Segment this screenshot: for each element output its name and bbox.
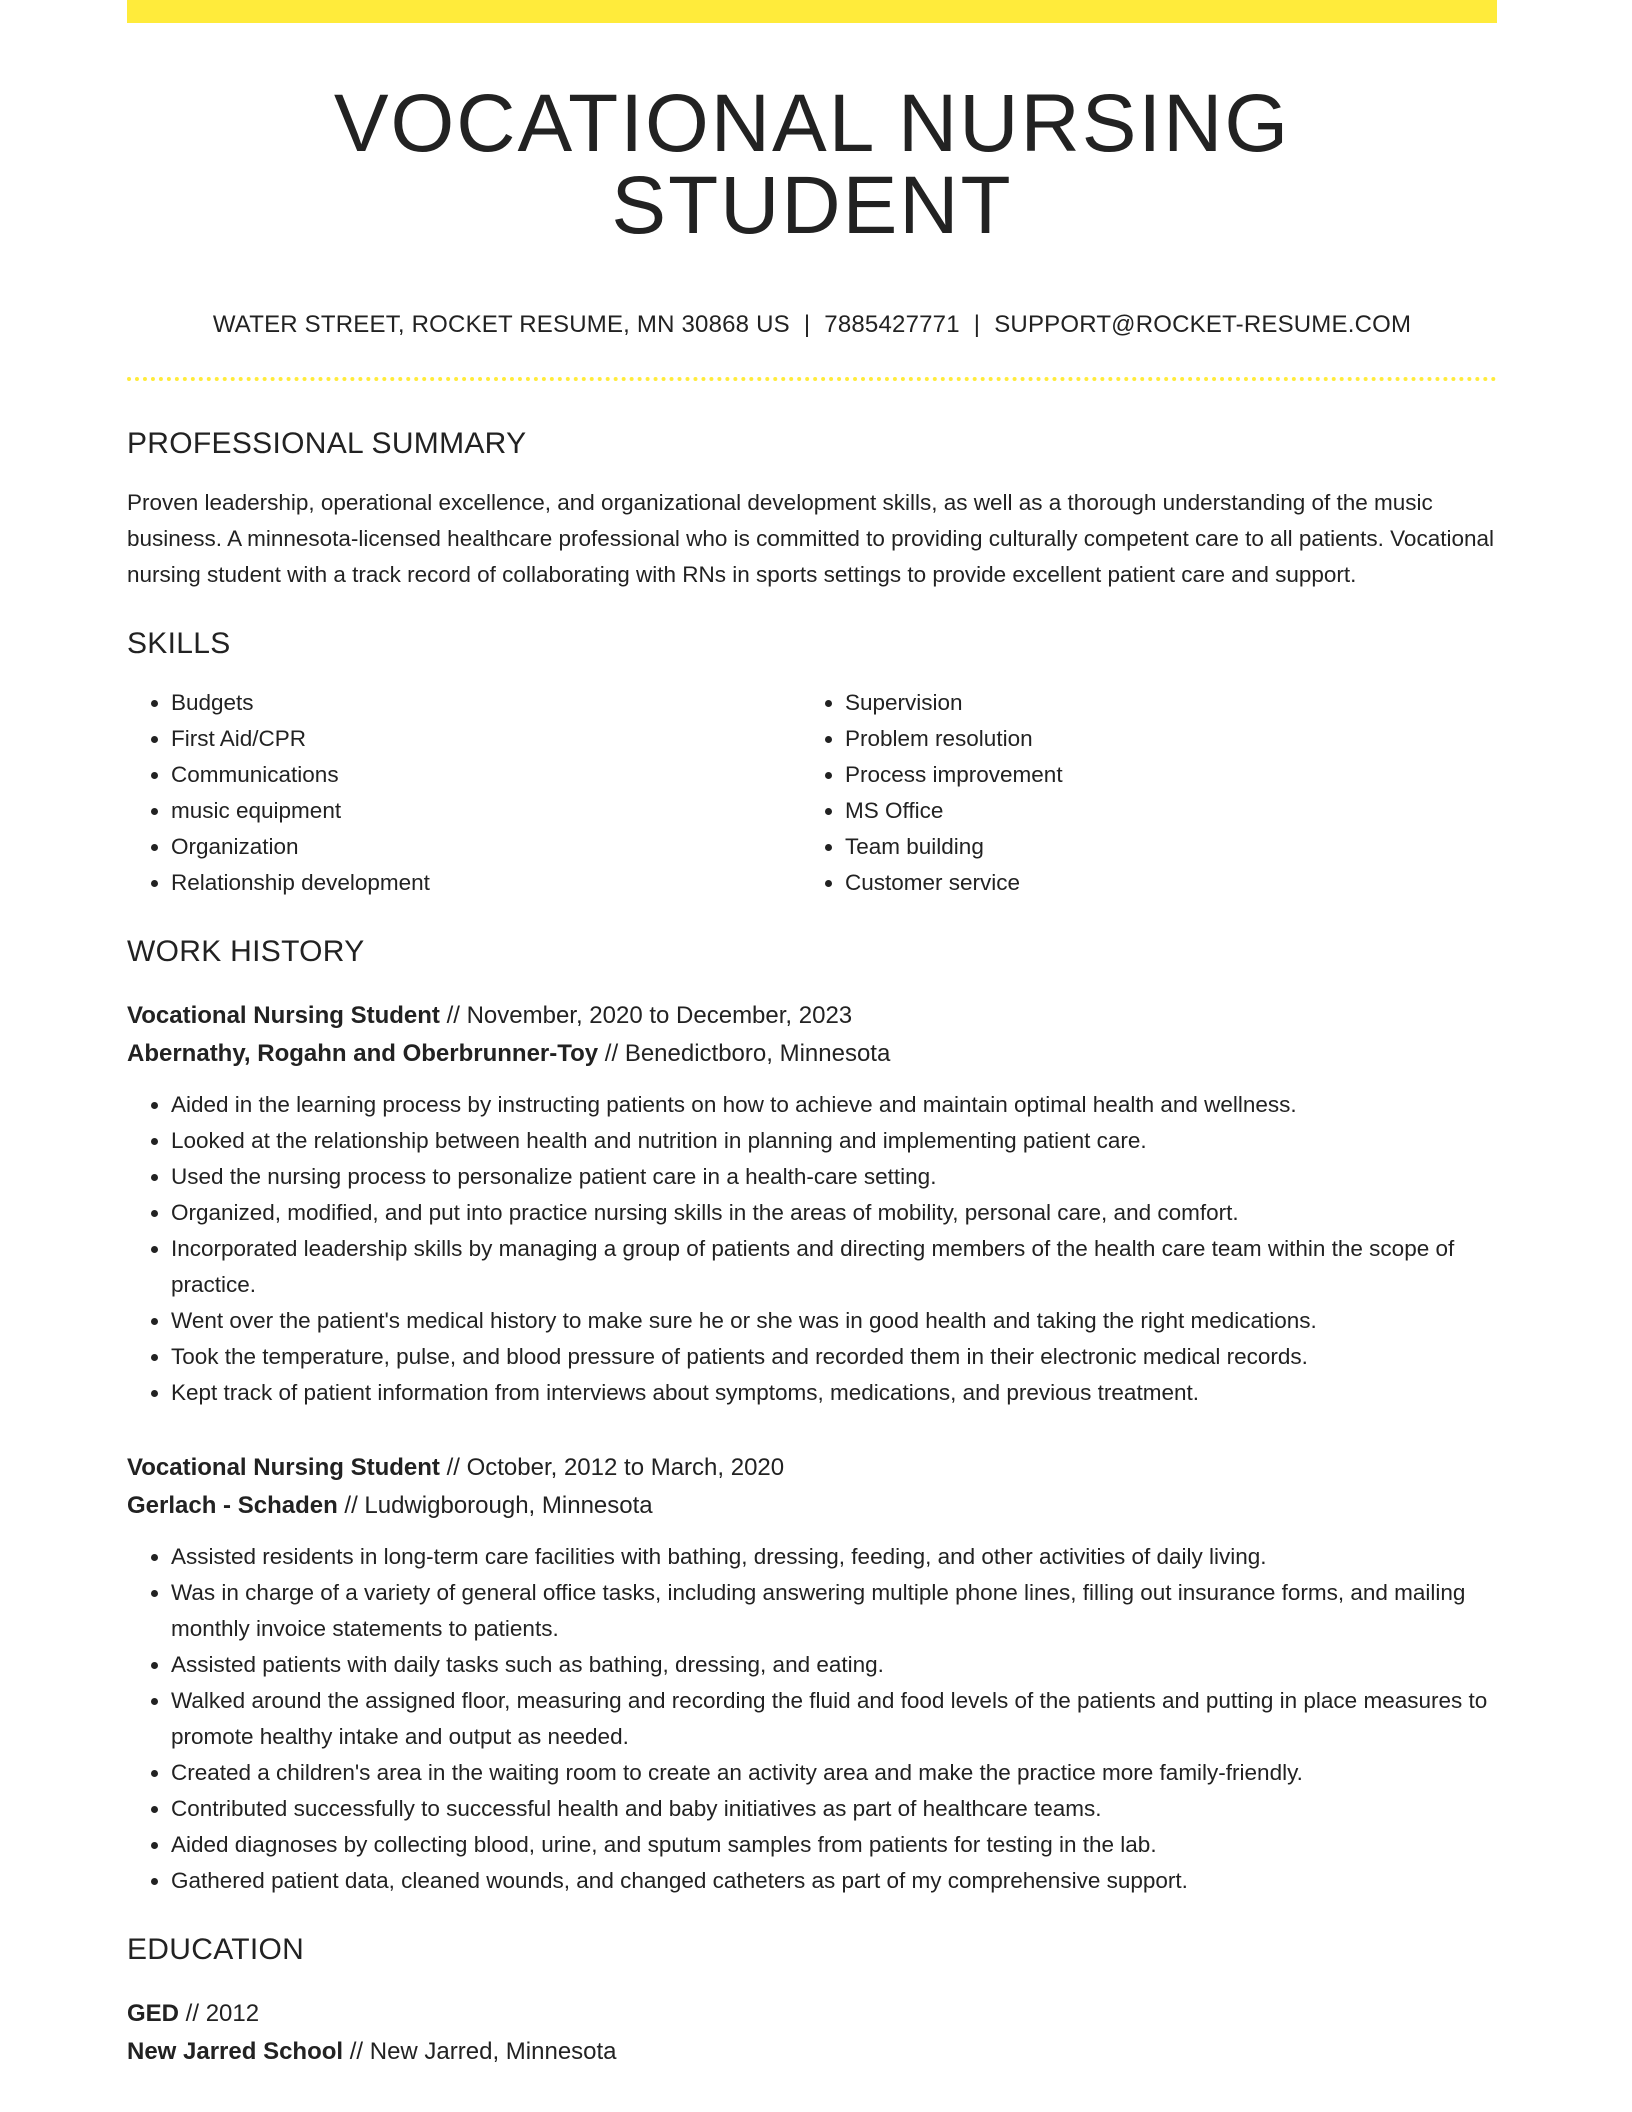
skills-list-left	[127, 685, 801, 901]
job-bullet: • Took the temperature, pulse, and blood pressure of patients and recorded them in their electronic medical records.	[171, 1339, 1497, 1375]
job-location: // Ludwigborough, Minnesota	[337, 1492, 653, 1519]
job-company: Gerlach - Schaden	[127, 1492, 338, 1519]
education-location: // New Jarred, Minnesota	[343, 2038, 617, 2065]
header-divider	[127, 377, 1497, 381]
job-bullet: • Looked at the relationship between health and nutrition in planning and implementing patient care.	[171, 1123, 1497, 1159]
job-bullet: • Used the nursing process to personalize patient care in a health-care setting.	[171, 1159, 1497, 1195]
skills-list-right	[801, 685, 1475, 901]
job-bullet: • Kept track of patient information from interviews about symptoms, medications, and previous treatment.	[171, 1375, 1497, 1411]
job-bullet: • Assisted residents in long-term care facilities with bathing, dressing, feeding, and other activities of daily living.	[171, 1539, 1497, 1575]
skills-heading: SKILLS	[127, 627, 231, 660]
education-degree: GED	[127, 2000, 180, 2027]
job-company-line	[127, 1035, 1497, 1073]
skill-item: • First Aid/CPR	[171, 721, 801, 757]
job-title-line	[127, 1449, 1497, 1487]
education-school: New Jarred School	[127, 2038, 344, 2065]
job-location: // Benedictboro, Minnesota	[598, 1040, 891, 1067]
job-bullet: • Assisted patients with daily tasks such as bathing, dressing, and eating.	[171, 1647, 1497, 1683]
contact-address: WATER STREET, ROCKET RESUME, MN 30868 US	[212, 311, 790, 338]
job-bullet: • Aided diagnoses by collecting blood, urine, and sputum samples from patients for testing in the lab.	[171, 1827, 1497, 1863]
education-entry	[127, 1995, 1497, 2071]
education-heading: EDUCATION	[127, 1933, 305, 1966]
job-bullet: • Created a children's area in the waiting room to create an activity area and make the practice more family-friendly.	[171, 1755, 1497, 1791]
skill-item: • Process improvement	[845, 757, 1475, 793]
skill-item: • Customer service	[845, 865, 1475, 901]
job-bullet: • Aided in the learning process by instructing patients on how to achieve and maintain optimal health and wellness.	[171, 1087, 1497, 1123]
job-dates: // October, 2012 to March, 2020	[439, 1454, 785, 1481]
skill-item: • music equipment	[171, 793, 801, 829]
contact-separator: |	[973, 311, 981, 338]
summary-heading: PROFESSIONAL SUMMARY	[127, 427, 527, 460]
education-degree-line	[127, 1995, 1497, 2033]
skill-item: • Organization	[171, 829, 801, 865]
contact-email: SUPPORT@ROCKET-RESUME.COM	[994, 311, 1412, 338]
job-role: Vocational Nursing Student	[127, 1002, 440, 1029]
skill-item: • Team building	[845, 829, 1475, 865]
skill-item: • MS Office	[845, 793, 1475, 829]
resume-page	[127, 0, 1497, 2071]
job-bullet: • Incorporated leadership skills by managing a group of patients and directing members of the health care team within the scope of practice.	[171, 1231, 1497, 1303]
skills-columns	[127, 685, 1497, 901]
contact-separator: |	[803, 311, 811, 338]
summary-text: Proven leadership, operational excellence, and organizational development skills, as well as a thorough understanding of the music business. A minnesota-licensed healthcare professional who is committed to providing culturally competent care to all patients. Vocational nursing student with a track record of collaborating with RNs in sports settings to provide excellent patient care and support.	[127, 490, 1494, 587]
job-title-line	[127, 997, 1497, 1035]
job-entry	[127, 1449, 1497, 1899]
skill-item: • Relationship development	[171, 865, 801, 901]
job-dates: // November, 2020 to December, 2023	[439, 1002, 853, 1029]
skill-item: • Communications	[171, 757, 801, 793]
skill-item: • Supervision	[845, 685, 1475, 721]
job-bullet: • Contributed successfully to successful health and baby initiatives as part of healthcare teams.	[171, 1791, 1497, 1827]
education-year: // 2012	[179, 2000, 260, 2027]
job-bullet: • Went over the patient's medical history to make sure he or she was in good health and taking the right medications.	[171, 1303, 1497, 1339]
skill-item: • Problem resolution	[845, 721, 1475, 757]
job-role: Vocational Nursing Student	[127, 1454, 440, 1481]
contact-phone: 7885427771	[824, 311, 960, 338]
contact-line	[127, 313, 1497, 337]
top-accent-bar	[127, 0, 1497, 23]
work-history-heading: WORK HISTORY	[127, 935, 365, 968]
job-header	[127, 1449, 1497, 1525]
job-bullet-list	[127, 1087, 1497, 1411]
job-bullet: • Organized, modified, and put into practice nursing skills in the areas of mobility, personal care, and comfort.	[171, 1195, 1497, 1231]
job-bullet: • Was in charge of a variety of general office tasks, including answering multiple phone lines, filling out insurance forms, and mailing monthly invoice statements to patients.	[171, 1575, 1497, 1647]
job-company-line	[127, 1487, 1497, 1525]
job-entry	[127, 997, 1497, 1411]
job-company: Abernathy, Rogahn and Oberbrunner-Toy	[127, 1040, 599, 1067]
job-header	[127, 997, 1497, 1073]
resume-title: VOCATIONAL NURSING STUDENT	[333, 78, 1291, 251]
education-school-line	[127, 2033, 1497, 2071]
job-bullet: • Gathered patient data, cleaned wounds, and changed catheters as part of my comprehensive support.	[171, 1863, 1497, 1899]
job-bullet-list	[127, 1539, 1497, 1899]
job-bullet: • Walked around the assigned floor, measuring and recording the fluid and food levels of the patients and putting in place measures to promote healthy intake and output as needed.	[171, 1683, 1497, 1755]
skill-item: • Budgets	[171, 685, 801, 721]
